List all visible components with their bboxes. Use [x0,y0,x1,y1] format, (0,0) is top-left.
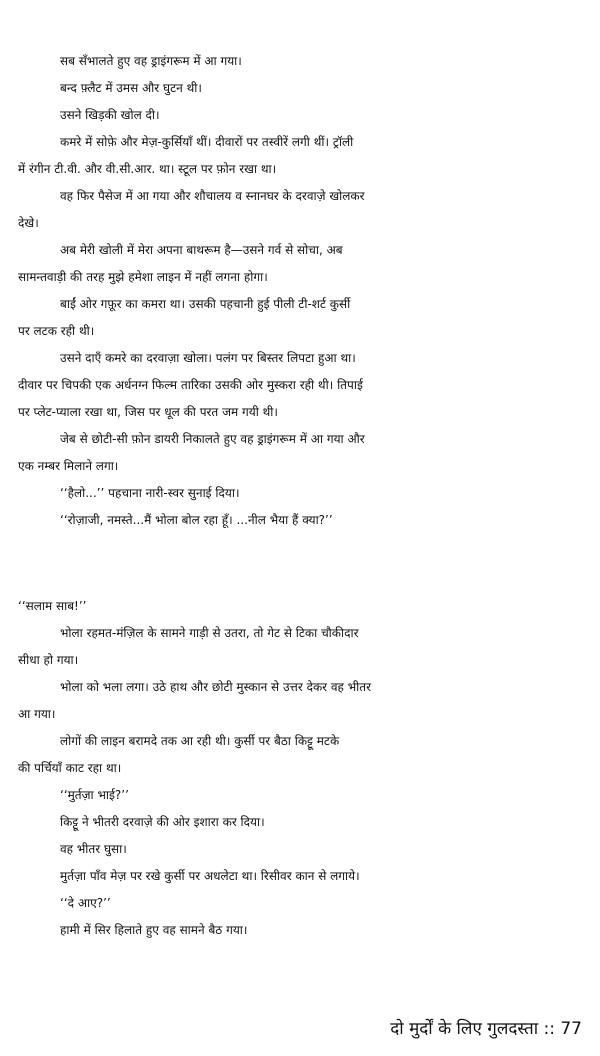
text-line: वह भीतर घुसा। [60,842,127,856]
paragraph [0,917,600,944]
text-line: सीधा हो गया। [18,653,79,667]
paragraph [0,863,600,890]
text-line: लोगों की लाइन बरामदे तक आ रही थी। कुर्सी पर बैठा किट्टू मटके [60,734,340,748]
paragraph [0,345,600,426]
text-line: पर प्लेट-प्याला रखा था, जिस पर धूल की परत जम गयी थी। [18,405,278,419]
paragraph [0,890,600,917]
paragraph [0,836,600,863]
text-line: भोला रहमत-मंज़िल के सामने गाड़ी से उतरा, तो गेट से टिका चौकीदार [60,626,359,640]
text-line: एक नम्बर मिलाने लगा। [18,459,119,473]
paragraph [0,291,600,345]
paragraph [0,237,600,291]
text-line: मुर्तज़ा पाँव मेज़ पर रखे कुर्सी पर अधलेटा था। रिसीवर कान से लगाये। [60,869,360,883]
text-line: उसने दाएँ कमरे का दरवाज़ा खोला। पलंग पर बिस्तर लिपटा हुआ था। [60,351,356,365]
text-line: आ गया। [18,707,56,721]
text-line: कमरे में सोफ़े और मेज़-कुर्सियाँ थीं। दीवारों पर तस्वीरें लगी थीं। ट्रॉली [60,135,354,149]
paragraph [0,620,600,674]
text-line: पर लटक रही थी। [18,324,95,338]
paragraph [0,48,600,75]
paragraph [0,129,600,183]
paragraph [0,728,600,782]
page-footer: दो मुर्दों के लिए गुलदस्ता :: 77 [390,1019,582,1039]
text-line: बाईं ओर गफ़ूर का कमरा था। उसकी पहचानी हुई पीली टी-शर्ट कुर्सी [60,297,351,311]
text-line: वह फिर पैसेज में आ गया और शौचालय व स्नानघर के दरवाज़े खोलकर [60,189,365,203]
text-line: ‘‘सलाम साब!’’ [18,599,87,613]
text-line: ‘‘मुर्तज़ा भाई?’’ [60,788,129,802]
text-line: जेब से छोटी-सी फ़ोन डायरी निकालते हुए वह ड्राइंगरूम में आ गया और [60,432,365,446]
paragraph [0,674,600,728]
text-line: किट्टू ने भीतरी दरवाज़े की ओर इशारा कर दिया। [60,815,265,829]
text-line: की पर्चियाँ काट रहा था। [18,761,122,775]
paragraph [0,75,600,102]
paragraph [0,809,600,836]
paragraph [0,480,600,507]
text-line: उसने खिड़की खोल दी। [60,108,160,122]
text-line: अब मेरी खोली में मेरा अपना बाथरूम है—उसने गर्व से सोचा, अब [60,243,343,257]
text-line: बन्द फ़्लैट में उमस और घुटन थी। [60,81,202,95]
text-line: में रंगीन टी.वी. और वी.सी.आर. था। स्टूल पर फ़ोन रखा था। [18,162,277,176]
text-line: ‘‘रोज़ाजी, नमस्ते...मैं भोला बोल रहा हूँ। ...नील भैया हैं क्या?’’ [60,513,333,527]
text-line: भोला को भला लगा। उठे हाथ और छोटी मुस्कान से उत्तर देकर वह भीतर [60,680,372,694]
paragraph [0,426,600,480]
paragraph [0,507,600,534]
text-line: ‘‘दे आए?’’ [60,896,111,910]
paragraph [0,183,600,237]
text-line: हामी में सिर हिलाते हुए वह सामने बैठ गया। [60,923,248,937]
paragraph [0,782,600,809]
text-line: सामन्तवाड़ी की तरह मुझे हमेशा लाइन में नहीं लगना होगा। [18,270,268,284]
paragraph [0,593,600,620]
text-line: सब सँभालते हुए वह ड्राइंगरूम में आ गया। [60,54,242,68]
paragraph [0,102,600,129]
text-line: देखे। [18,216,39,230]
text-line: दीवार पर चिपकी एक अर्धनग्न फिल्म तारिका उसकी ओर मुस्करा रही थी। तिपाई [18,378,363,392]
text-line: ‘‘हैलो...’’ पहचाना नारी-स्वर सुनाई दिया। [60,486,240,500]
